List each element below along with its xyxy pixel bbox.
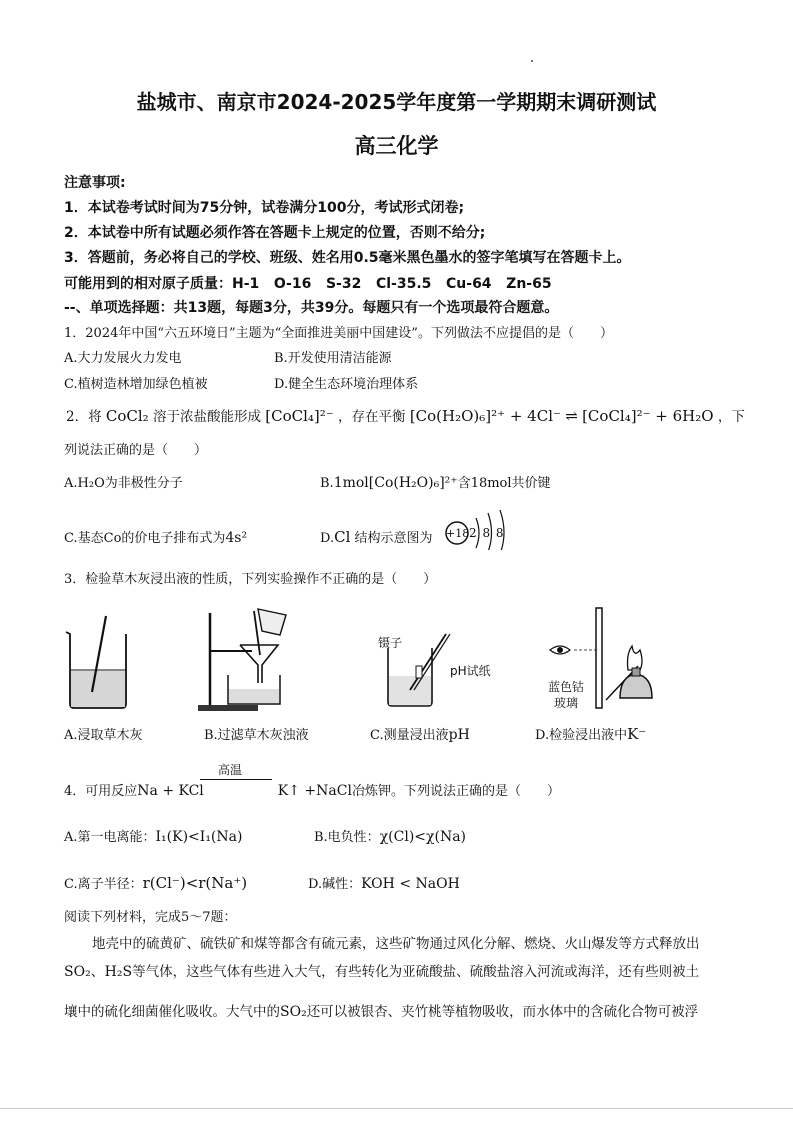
- label-cobalt-glass-2: 玻璃: [554, 696, 579, 710]
- label-ph-paper: pH试纸: [450, 664, 491, 678]
- q4-reaction-left: Na + KCl: [137, 783, 204, 799]
- q2-eq-left: [Co(H₂O)₆]²⁺ + 4Cl⁻: [409, 407, 561, 425]
- q4-c-formula: r(Cl⁻)<r(Na⁺): [142, 874, 248, 892]
- label-cobalt-glass-1: 蓝色钴: [548, 680, 585, 694]
- q2-d-shells: 2 8 8: [469, 526, 505, 540]
- q4-reaction-right: K↑ +NaCl: [277, 783, 352, 799]
- reading-line-3-formula: SO₂: [280, 1004, 307, 1020]
- q1-option-c: C.植树造林增加绿色植被: [64, 377, 208, 392]
- q2-a-formula: H₂O: [77, 476, 105, 491]
- q2-d-text: 结构示意图为: [354, 531, 433, 546]
- reading-intro: 阅读下列材料，完成5～7题：: [64, 910, 237, 925]
- q4-b-text: B.电负性：: [314, 830, 380, 845]
- reading-line-3: [64, 1000, 698, 1020]
- q2-option-a: [64, 472, 183, 491]
- q2-d-prefix: D.: [320, 531, 335, 546]
- page-bottom-rule: [0, 1108, 793, 1109]
- notice-heading: 注意事项:: [64, 175, 126, 191]
- exam-title: 盐城市、南京市2024-2025学年度第一学期期末调研测试: [136, 90, 657, 114]
- q2-a-prefix: A.: [64, 476, 78, 491]
- q1-option-a: A.大力发展火力发电: [64, 351, 182, 366]
- q2-cocl2: CoCl₂: [105, 407, 149, 425]
- q4-a-text: A.第一电离能：: [64, 830, 156, 845]
- q2-complex: [CoCl₄]²⁻: [265, 407, 334, 425]
- q4-d-formula: KOH < NaOH: [361, 876, 460, 892]
- q4-d-text: D.碱性：: [308, 877, 362, 892]
- q4-option-d: [308, 873, 460, 892]
- atomic-masses: 可能用到的相对原子质量：H-1 O-16 S-32 Cl-35.5 Cu-64 Zn-65: [64, 276, 552, 292]
- q3-option-c: [370, 724, 470, 743]
- q2-b-formula: 1mol[Co(H₂O)₆]²⁺: [333, 475, 458, 491]
- q2-c-formula: 4s²: [225, 530, 248, 546]
- q2-a-text: 为非极性分子: [104, 476, 183, 491]
- q4-text-2: 冶炼钾。下列说法正确的是（ ）: [351, 784, 560, 799]
- q2-d-formula: Cl: [334, 528, 351, 546]
- q2-option-b: [320, 472, 551, 491]
- reading-line-2-text: 等气体，这些气体有些进入大气，有些转化为亚硫酸盐、硫酸盐溶入河流或海洋，还有些则被土: [132, 964, 700, 980]
- section-heading: --、单项选择题：共13题，每题3分，共39分。每题只有一个选项最符合题意。: [64, 300, 559, 316]
- question-2-stem: [66, 405, 745, 425]
- q1-option-d: D.健全生态环境治理体系: [274, 377, 419, 392]
- q2-option-d: [320, 527, 433, 546]
- q2-eq-right: [CoCl₄]²⁻ + 6H₂O: [582, 407, 714, 425]
- q2-d-nucleus: +18: [446, 527, 470, 540]
- notice-item-1: 1．本试卷考试时间为75分钟，试卷满分100分，考试形式闭卷;: [64, 200, 465, 216]
- reading-line-1: 地壳中的硫黄矿、硫铁矿和煤等都含有硫元素，这些矿物通过风化分解、燃烧、火山爆发等方式释放出: [92, 936, 700, 952]
- q4-option-b: [314, 826, 466, 845]
- question-4-stem: [64, 780, 560, 799]
- reading-line-2: [64, 960, 699, 981]
- beaker-with-glass-rod-icon: [60, 612, 140, 712]
- reading-line-2-formula: SO₂、H₂S: [64, 964, 133, 980]
- notice-item-3: 3．答题前，务必将自己的学校、班级、姓名用0.5毫米黑色墨水的签字笔填写在答题卡上。: [64, 250, 631, 266]
- q4-b-formula: χ(Cl)<χ(Na): [379, 829, 467, 845]
- q3-c-formula: pH: [448, 727, 470, 743]
- question-2-line2: 列说法正确的是（ ）: [64, 443, 208, 458]
- q2-b-prefix: B.: [320, 476, 334, 491]
- q2-eq-arrow: ⇌: [565, 407, 578, 425]
- subject-title: 高三化学: [354, 134, 439, 158]
- q1-option-b: B.开发使用清洁能源: [274, 351, 392, 366]
- question-1-stem: 1．2024年中国“六五环境日”主题为“全面推进美丽中国建设”。下列做法不应提倡的是（ ）: [64, 326, 613, 341]
- reading-line-3-b: 还可以被银杏、夹竹桃等植物吸收，而水体中的含硫化合物可被浮: [306, 1004, 699, 1020]
- q2-text-1: 2．将: [66, 409, 102, 425]
- q4-text-1: 4．可用反应: [64, 784, 138, 799]
- q3-option-b: B.过滤草木灰浊液: [204, 728, 309, 743]
- q2-text-3: ，存在平衡: [338, 409, 406, 425]
- q4-c-text: C.离子半径：: [64, 877, 143, 892]
- question-3-stem: 3．检验草木灰浸出液的性质，下列实验操作不正确的是（ ）: [64, 572, 437, 587]
- q4-option-c: [64, 873, 247, 892]
- q3-d-formula: K⁻: [627, 725, 647, 743]
- q2-text-4: ，下: [717, 409, 745, 425]
- q2-b-text: 含18mol共价键: [457, 476, 551, 491]
- label-tweezers: 镊子: [378, 636, 403, 650]
- q3-option-a: A.浸取草木灰: [64, 728, 143, 743]
- q2-text-2: 溶于浓盐酸能形成: [152, 409, 261, 425]
- q4-option-a: [64, 826, 242, 845]
- q4-condition: 高温: [218, 763, 243, 777]
- q3-d-text: D.检验浸出液中: [535, 728, 628, 743]
- q2-option-c: [64, 527, 247, 546]
- q2-c-text: C.基态Co的价电子排布式为: [64, 531, 226, 546]
- notice-item-2: 2．本试卷中所有试题必须作答在答题卡上规定的位置，否则不给分;: [64, 225, 486, 241]
- reading-line-3-a: 壤中的硫化细菌催化吸收。大气中的: [64, 1004, 280, 1020]
- q3-c-text: C.测量浸出液: [370, 728, 449, 743]
- filtration-apparatus-icon: [190, 605, 300, 715]
- q3-option-d: [535, 724, 646, 743]
- scan-speck: [531, 60, 533, 62]
- q4-a-formula: I₁(K)<I₁(Na): [155, 829, 243, 845]
